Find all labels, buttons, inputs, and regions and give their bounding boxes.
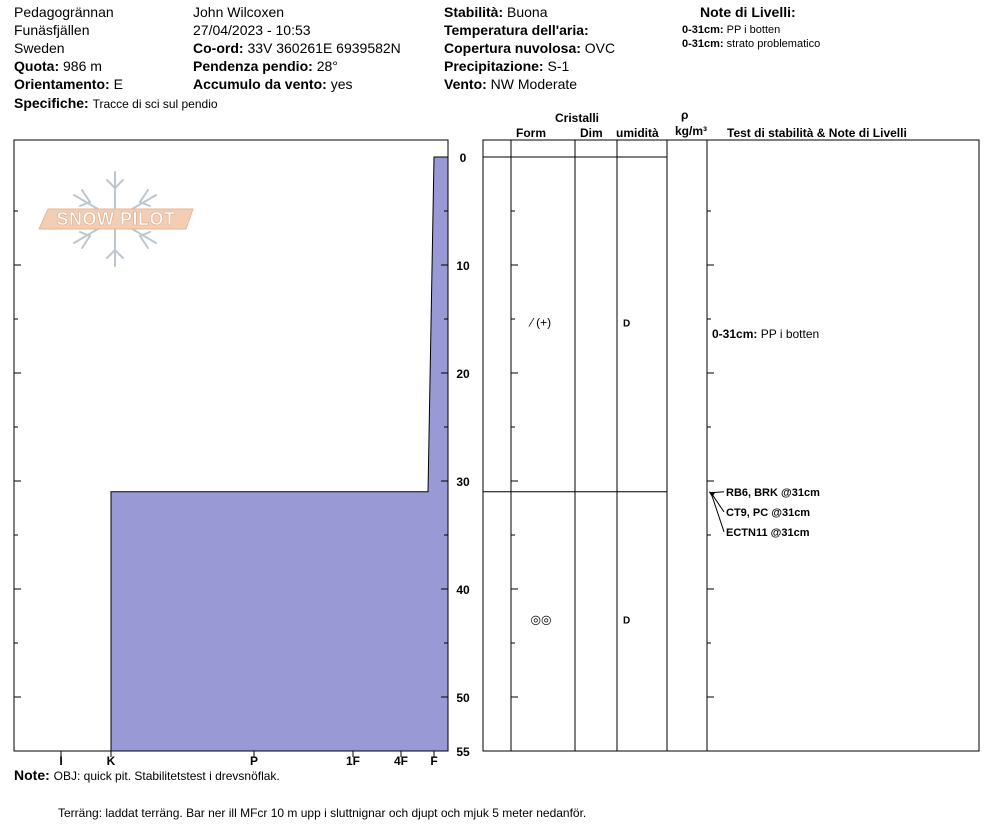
logo-text: SNOW PILOT [56,209,176,229]
aspect-value: E [113,76,123,92]
stability-test-label: RB6, BRK @31cm [726,486,820,499]
wetness-header: umidità [616,126,659,140]
form-header: Form [516,126,546,140]
air-temp-label: Temperatura dell'aria: [444,22,589,38]
location: Pedagogrännan [14,4,114,20]
layer-notes-title: Note di Livelli: [700,4,796,20]
area: Funäsfjällen [14,22,90,38]
layer-form-symbol: ◎◎ [530,612,552,627]
depth-tick-label: 0 [459,151,467,165]
specifics-label: Specifiche: [14,95,89,111]
tests-header: Test di stabilità & Note di Livelli [727,126,907,140]
layer-note-text: PP i botten [760,326,820,341]
stability-tests [709,327,820,539]
depth-tick-label: 20 [456,367,470,381]
aspect-label: Orientamento: [14,76,110,92]
hardness-tick-label: K [106,754,116,768]
stability-label: Stabilità: [444,4,504,20]
layer-table-columns [511,140,707,751]
sky-label: Copertura nuvolosa: [444,40,581,56]
layer-note-1-range: 0-31cm: [682,24,724,36]
country: Sweden [14,40,65,56]
wind-label: Vento: [444,76,487,92]
layer-form-symbol: ⁄ (+) [530,315,552,330]
layer-note-range: 0-31cm: [712,326,761,341]
hardness-tick-label: F [430,754,438,768]
precip-value: S-1 [547,58,570,74]
slope-label: Pendenza pendio: [193,58,313,74]
elevation-value: 986 m [63,58,102,74]
wind-loading-label: Accumulo da vento: [193,76,327,92]
test-leader-line [711,493,724,512]
layer-table-frame [483,140,979,751]
layer-note-in-table [712,327,819,341]
depth-tick-label: 55 [456,745,470,759]
layer-note-1-text: PP i botten [726,24,781,36]
coord-label: Co-ord: [193,40,244,56]
depth-tick-label: 30 [456,475,470,489]
hardness-tick-label: P [249,754,259,768]
hardness-tick-label: I [59,754,63,768]
stability-value: Buona [507,4,548,20]
notes-label: Note: [14,767,50,783]
wind-loading-value: yes [330,76,353,92]
crystals-header: Cristalli [555,111,600,125]
sky-value: OVC [584,40,616,56]
wind-value: NW Moderate [490,76,578,92]
depth-tick-label: 50 [456,691,470,705]
elevation-label: Quota: [14,58,60,74]
notes-text: OBJ: quick pit. Stabilitetstest i drevsnöflak. [53,769,280,783]
coord-value: 33V 360261E 6939582N [247,40,401,56]
stability-test-label: ECTN11 @31cm [726,526,810,539]
layer-note-2-text: strato problematico [726,38,821,50]
depth-tick-label: 40 [456,583,470,597]
hardness-tick-label: 1F [345,754,361,768]
datetime: 27/04/2023 - 10:53 [193,22,311,38]
specifics-value: Tracce di sci sul pendio [92,97,218,111]
depth-tick-label: 10 [456,259,470,273]
precip-label: Precipitazione: [444,58,544,74]
layer-note-2-range: 0-31cm: [682,38,724,50]
observer: John Wilcoxen [193,4,285,20]
slope-value: 28° [316,58,338,74]
hardness-axis [59,751,437,768]
hardness-profile-area [111,157,448,751]
test-leader-line [711,493,724,532]
density-symbol-header: ρ [681,108,689,122]
terrain-note: Terräng: laddat terräng. Bar ner ill MFcr 10 m upp i sluttnignar och djupt och mjuk 5 meter nedanför. [58,806,587,820]
density-unit-header: kg/m³ [675,124,708,138]
stability-test-label: CT9, PC @31cm [726,506,811,519]
notes-row [14,767,280,784]
hardness-tick-label: 4F [393,754,409,768]
size-header: Dim [580,126,603,140]
snowpilot-logo [39,172,193,266]
hardness-profile [111,157,448,751]
layer-wetness: D [623,318,631,330]
layer-wetness: D [623,615,631,627]
